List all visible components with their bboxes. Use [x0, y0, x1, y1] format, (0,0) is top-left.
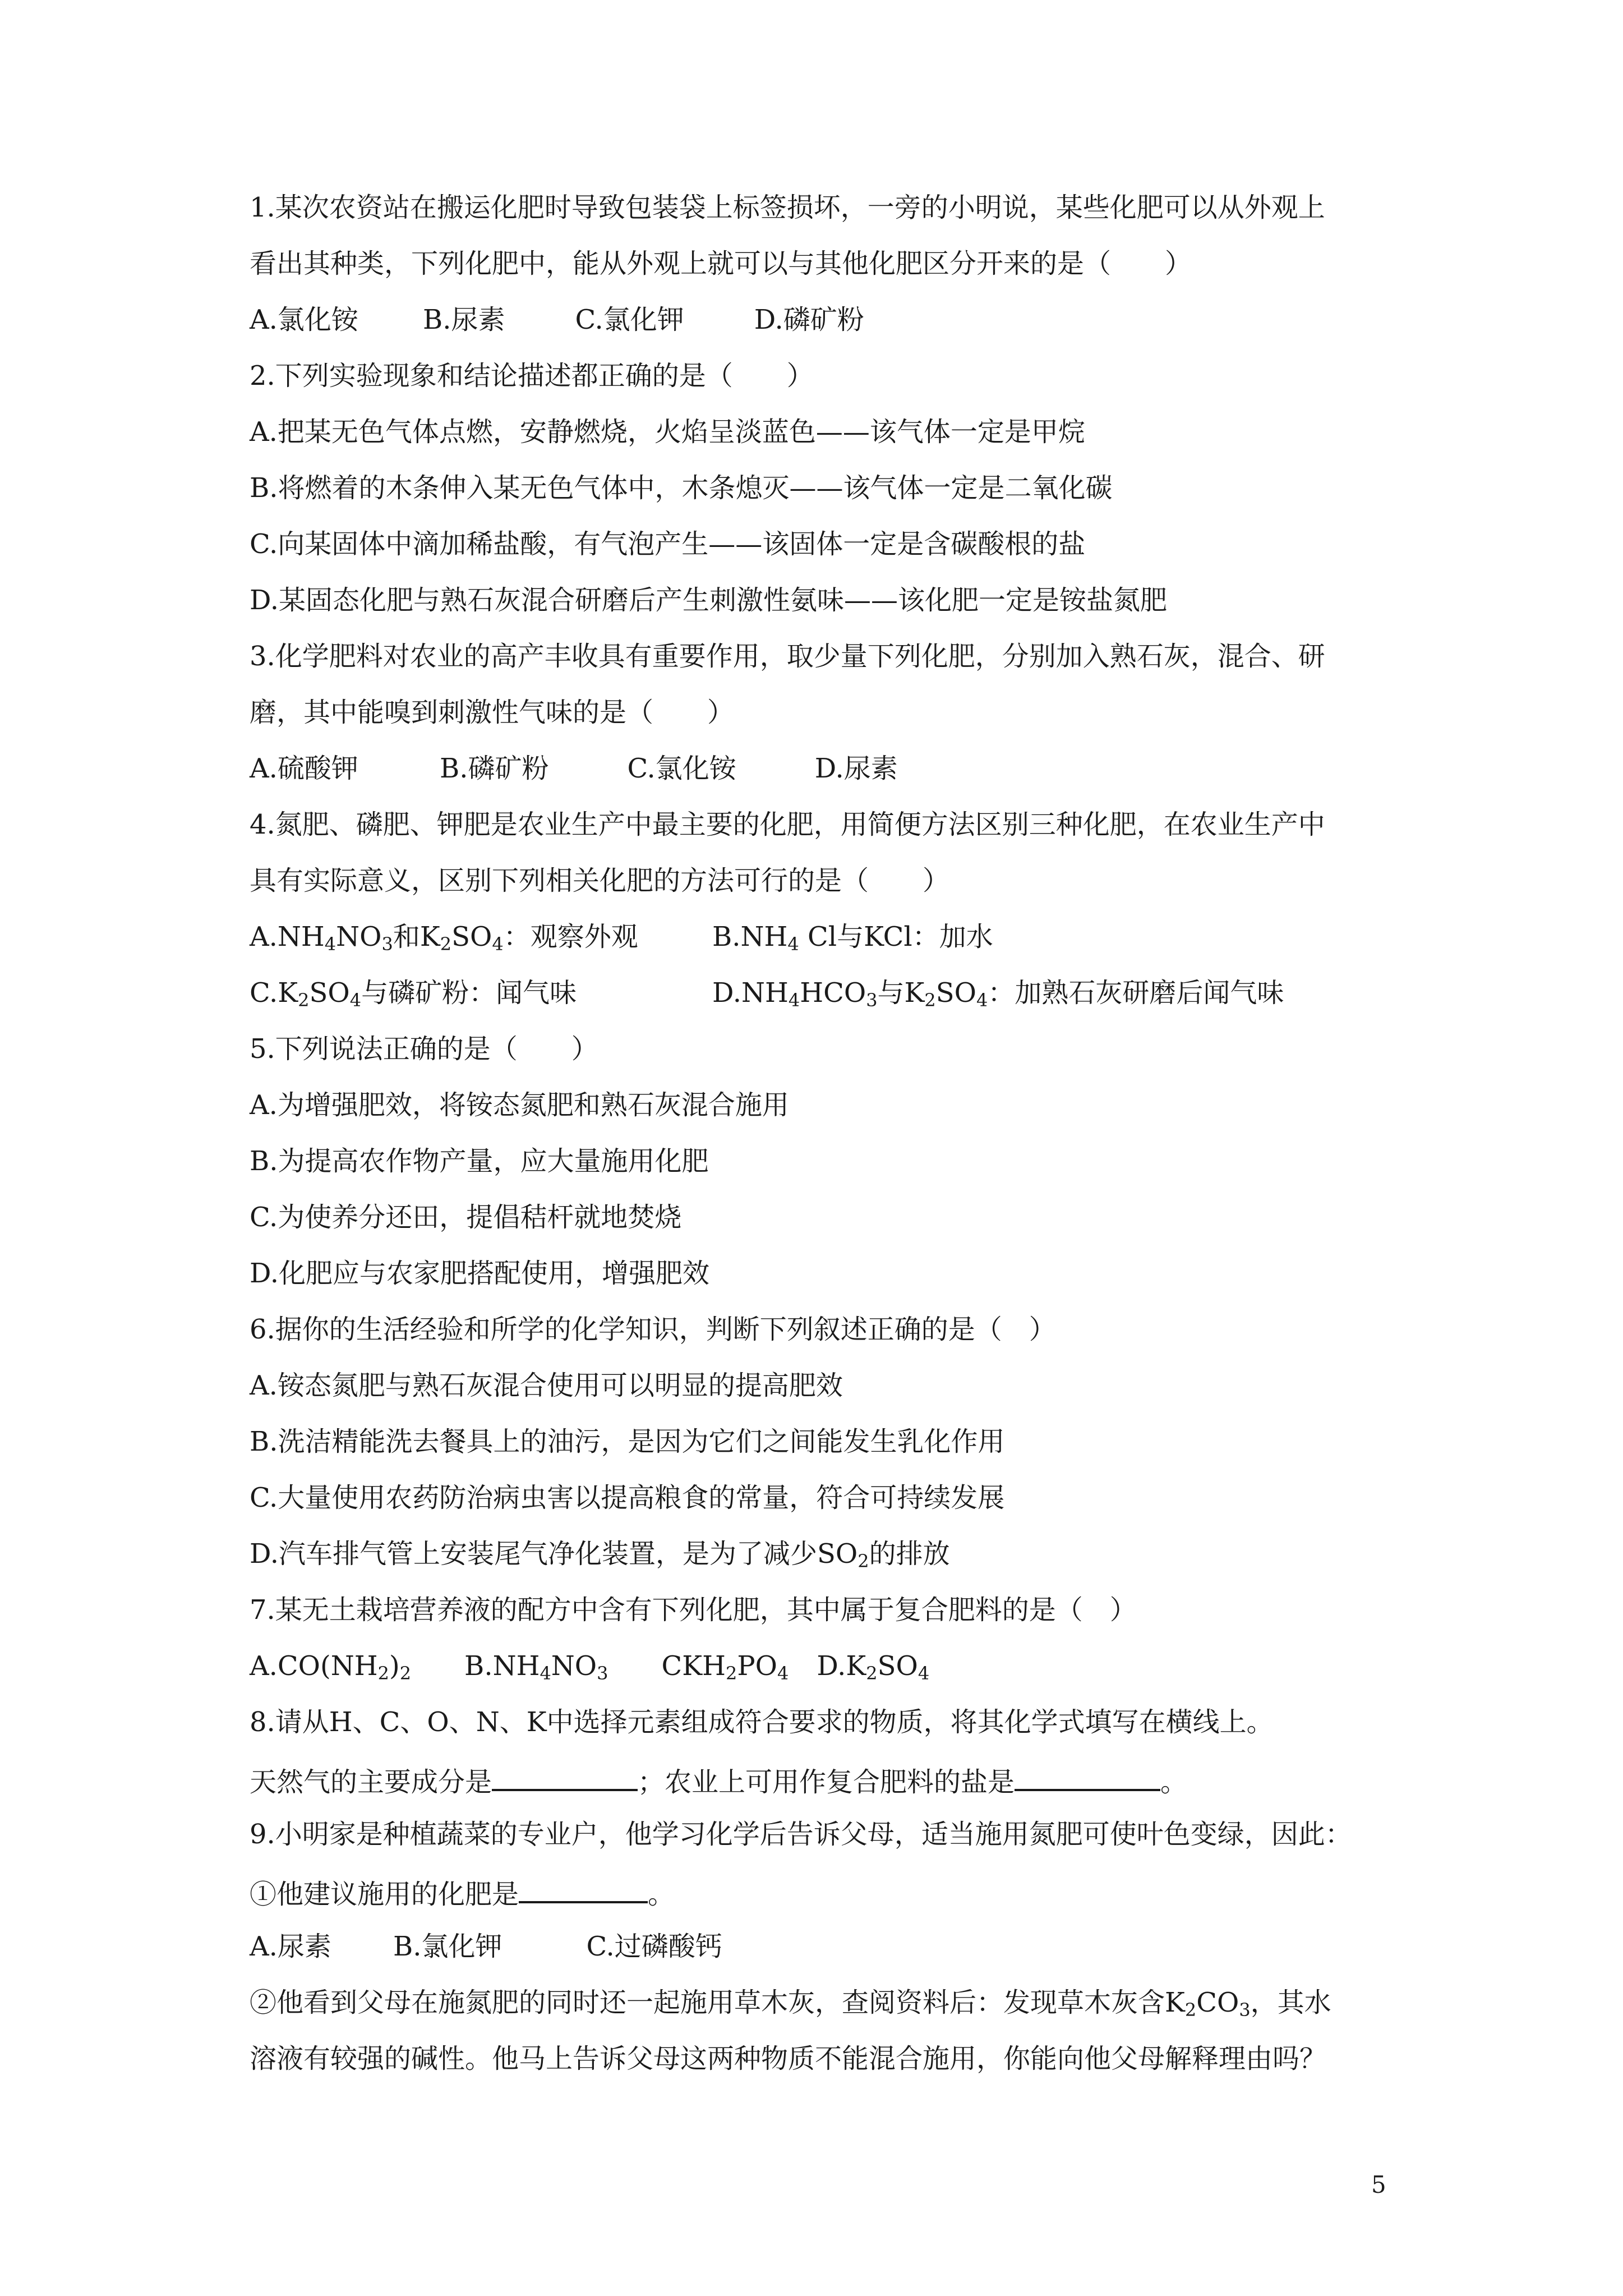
option-c: C.氯化铵	[627, 753, 736, 784]
answer-blank-1[interactable]	[492, 1764, 638, 1791]
question-3-options	[250, 754, 1394, 783]
option-b: B.磷矿粉	[439, 753, 549, 784]
question-9-stem: 9.小明家是种植蔬菜的专业户，他学习化学后告诉父母，适当施用氮肥可使叶色变绿，因此：	[250, 1819, 1352, 1850]
question-4-stem-line-2: 具有实际意义，区别下列相关化肥的方法可行的是（ ）	[250, 865, 950, 896]
question-5-option-c: C.为使养分还田，提倡秸杆就地焚烧	[250, 1202, 682, 1233]
answer-blank-2[interactable]	[1015, 1764, 1160, 1791]
answer-blank-3[interactable]	[519, 1876, 648, 1903]
question-5-option-d: D.化肥应与农家肥搭配使用，增强肥效	[250, 1258, 710, 1289]
question-1-stem-line-2: 看出其种类，下列化肥中，能从外观上就可以与其他化肥区分开来的是（ ）	[250, 248, 1192, 279]
question-5-option-b: B.为提高农作物产量，应大量施用化肥	[250, 1145, 709, 1177]
option-b: $B.NH_4NO_3$	[464, 1650, 608, 1684]
option-b: B.氯化钾	[393, 1931, 502, 1962]
option-a: A.硫酸钾	[250, 753, 358, 784]
question-4-options-row-2	[250, 977, 1394, 1011]
question-6-option-d: D.汽车排气管上安装尾气净化装置，是为了减少$SO_2$的排放	[250, 1538, 950, 1572]
question-2-option-a: A.把某无色气体点燃，安静燃烧，火焰呈淡蓝色——该气体一定是甲烷	[250, 416, 1085, 448]
question-9-sub-2-line-2: 溶液有较强的碱性。他马上告诉父母这两种物质不能混合施用，你能向他父母解释理由吗？	[250, 2043, 1327, 2074]
question-6-option-b: B.洗洁精能洗去餐具上的油污，是因为它们之间能发生乳化作用	[250, 1426, 1005, 1457]
option-a: $A.CO(NH_2)_2$	[250, 1650, 412, 1684]
question-5-stem: 5.下列说法正确的是（ ）	[250, 1033, 598, 1065]
option-d: $D.NH_4HCO_3$与$K_2SO_4$：加熟石灰研磨后闻气味	[712, 977, 1284, 1011]
question-list	[250, 194, 1394, 2101]
question-2-option-b: B.将燃着的木条伸入某无色气体中，木条熄灭——该气体一定是二氧化碳	[250, 472, 1113, 504]
question-6-option-a: A.铵态氮肥与熟石灰混合使用可以明显的提高肥效	[250, 1370, 843, 1401]
page-number: 5	[1371, 2171, 1386, 2198]
question-4-options-row-1	[250, 921, 1394, 955]
option-c: C.过磷酸钙	[586, 1931, 722, 1962]
question-2-option-c: C.向某固体中滴加稀盐酸，有气泡产生——该固体一定是含碳酸根的盐	[250, 528, 1086, 560]
question-9-sub-2-line-1: ②他看到父母在施氮肥的同时还一起施用草木灰，查阅资料后：发现草木灰含$K_2CO_3$，其水	[250, 1987, 1331, 2021]
option-b: B.尿素	[422, 304, 505, 335]
option-d: $D.K_2SO_4$	[817, 1650, 930, 1684]
question-2-stem: 2.下列实验现象和结论描述都正确的是（ ）	[250, 360, 814, 392]
question-1-stem-line-1: 1.某次农资站在搬运化肥时导致包装袋上标签损坏，一旁的小明说，某些化肥可以从外观上	[250, 192, 1325, 223]
option-c: $CKH_2PO_4$	[661, 1650, 789, 1684]
option-c: $C.K_2SO_4$与磷矿粉：闻气味	[250, 977, 577, 1011]
option-a: $A.NH_4NO_3$和$K_2SO_4$：观察外观	[250, 921, 638, 955]
question-7-stem: 7.某无土栽培营养液的配方中含有下列化肥，其中属于复合肥料的是（ ）	[250, 1594, 1137, 1626]
question-8-fill: 天然气的主要成分是 ；农业上可用作复合肥料的盐是 。	[250, 1764, 1394, 1792]
question-9-options	[250, 1932, 1394, 1961]
question-3-stem-line-2: 磨，其中能嗅到刺激性气味的是（ ）	[250, 697, 735, 728]
question-2-option-d: D.某固态化肥与熟石灰混合研磨后产生刺激性氨味——该化肥一定是铵盐氮肥	[250, 585, 1168, 616]
question-3-stem-line-1: 3.化学肥料对农业的高产丰收具有重要作用，取少量下列化肥，分别加入熟石灰，混合、研	[250, 641, 1325, 672]
option-c: C.氯化钾	[575, 304, 684, 335]
question-6-option-c: C.大量使用农药防治病虫害以提高粮食的常量，符合可持续发展	[250, 1482, 1005, 1513]
question-5-option-a: A.为增强肥效，将铵态氮肥和熟石灰混合施用	[250, 1089, 789, 1121]
option-a: A.氯化铵	[250, 304, 358, 335]
option-b: $B.NH_4$ Cl与KCl：加水	[712, 921, 993, 955]
question-7-options	[250, 1650, 1394, 1684]
question-8-stem: 8.请从H、C、O、N、K中选择元素组成符合要求的物质，将其化学式填写在横线上。	[250, 1706, 1274, 1738]
question-4-stem-line-1: 4.氮肥、磷肥、钾肥是农业生产中最主要的化肥，用简便方法区别三种化肥，在农业生产中	[250, 809, 1325, 840]
question-9-sub-1: ①他建议施用的化肥是 。	[250, 1876, 1394, 1904]
question-6-stem: 6.据你的生活经验和所学的化学知识，判断下列叙述正确的是（ ）	[250, 1314, 1056, 1345]
question-1-options	[250, 306, 1394, 334]
option-a: A.尿素	[250, 1931, 331, 1962]
option-d: D.尿素	[814, 753, 898, 784]
option-d: D.磷矿粉	[754, 304, 864, 335]
